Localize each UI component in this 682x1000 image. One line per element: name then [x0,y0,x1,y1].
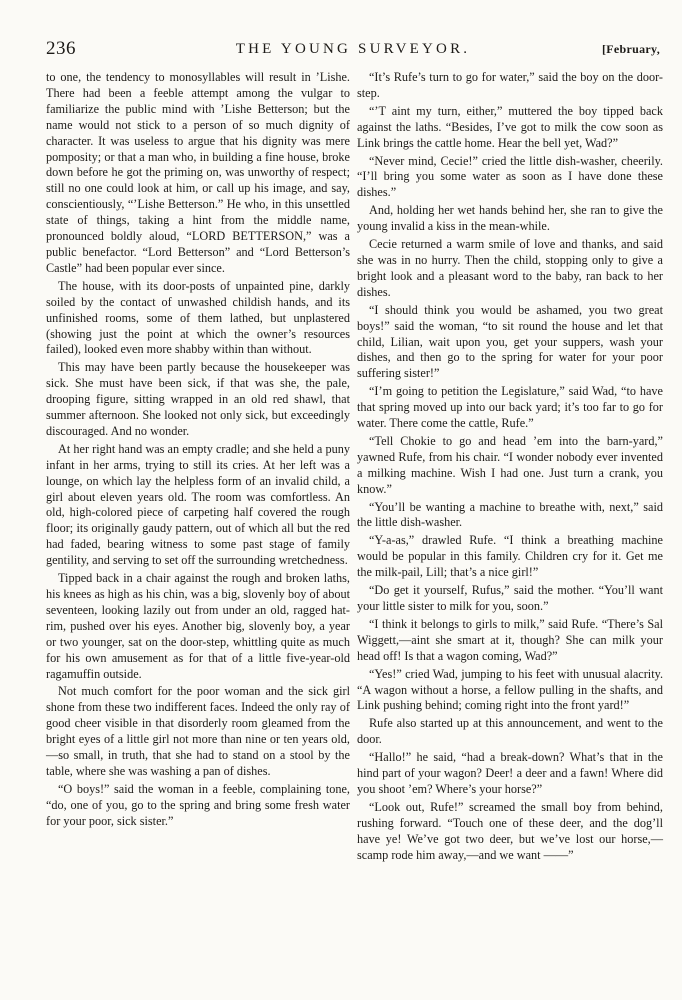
paragraph: The house, with its door-posts of unpainted pine, darkly soiled by the contact of unwashed childish hands, and its unfinished rooms, some of them lathed, but unplastered (showing just the point at which the owner’s resources failed), looked even more shabby within than without. [46,278,350,357]
running-title: THE YOUNG SURVEYOR. [235,41,471,57]
page-number: 236 [46,38,76,59]
paragraph: “You’ll be wanting a machine to breathe with, next,” said the little dish-washer. [357,499,663,530]
paragraph: “Hallo!” he said, “had a break-down? What’s that in the hind part of your wagon? Deer! a deer and a fawn! Where did you shoot ’em? Where’s your horse?” [357,750,663,796]
paragraph: Cecie returned a warm smile of love and thanks, and said she was in no hurry. Then the child, stopping only to give a bright look and a pleasant word to the baby, ran back to her dishes. [357,237,663,299]
paragraph: “Do get it yourself, Rufus,” said the mother. “You’ll want your little sister to milk for you, soon.” [357,583,663,613]
paragraph: “It’s Rufe’s turn to go for water,” said the boy on the door-step. [357,70,663,100]
issue-month: [February, [602,42,660,56]
paragraph: “Never mind, Cecie!” cried the little dish-washer, cheerily. “I’ll bring you some water as soon as I have done these dishes.” [357,153,663,200]
paragraph: to one, the tendency to monosyllables will result in ’Lishe. There had been a feeble attempt among the vulgar to familiarize the public mind with ’Lishe Betterson; but the name would not stick to a person of so much dignity of character. It was useless to argue that his dignity was mere pomposity; or that a man who, in building a fine house, broke down before he got the priming on, was unworthy of respect; still no one could look at him, or call up his image, and say, conscientiously, “’Lishe Betterson.” He who, in this unsettled state of things, taking a hint from the middle name, pronounced boldly aloud, “LORD BETTERSON,” was a public benefactor. “Lord Betterson” and “Lord Betterson’s Castle” had been popular ever since. [46,70,350,275]
paragraph: “Y-a-as,” drawled Rufe. “I think a breathing machine would be popular in this family. Children cry for it. Get me the milk-pail, Lill; that’s a nice girl!” [357,533,663,580]
paragraph: At her right hand was an empty cradle; and she held a puny infant in her arms, trying to still its cries. At her left was a lounge, on which lay the helpless form of an invalid child, a girl about eleven years old. The room was comfortless. An old, high-colored piece of carpeting half covered the rough floor; its originally gaudy pattern, out of which all but the red had faded, bearing witness to some past stage of family gentility, and serving to set off the surrounding wretchedness. [46,441,350,568]
paragraph: Tipped back in a chair against the rough and broken laths, his knees as high as his chin, was a big, slovenly boy of about seventeen, looking lazily out from under an old, ragged hat-rim, pushed over his eyes. Another big, slovenly boy, a year or two younger, sat on the door-step, whittling quite as much for his own amusement as for that of a little five-year-old ragamuffin outside. [46,571,350,681]
paragraph: “Yes!” cried Wad, jumping to his feet with unusual alacrity. “A wagon without a horse, a fellow pulling in the shafts, and Link pushing behind; coming right into the front yard!” [357,666,663,713]
paragraph: “Look out, Rufe!” screamed the small boy from behind, rushing forward. “Touch one of these deer, and the dog’ll have ye! We’ve got two deer, but we’ve lost our horse,—scamp rode him away,—and we want ——” [357,799,663,862]
paragraph: “O boys!” said the woman in a feeble, complaining tone, “do, one of you, go to the spring and bring some fresh water for your poor, sick sister.” [46,781,350,828]
paragraph: “Tell Chokie to go and head ’em into the barn-yard,” yawned Rufe, from his chair. “I wonder nobody ever invented a milking machine. Wish I had one. Just turn a crank, you know.” [357,433,663,496]
paragraph: This may have been partly because the housekeeper was sick. She must have been sick, if that was she, the pale, drooping figure, sitting wrapped in an old red shawl, that summer afternoon. She looked not only sick, but exceedingly discouraged. And no wonder. [46,360,350,438]
paragraph: Rufe also started up at this announcement, and went to the door. [357,716,663,747]
right-column [357,70,663,864]
paragraph: “I’m going to petition the Legislature,” said Wad, “to have that spring moved up into our back yard; it’s too far to go for water. There come the cattle, Rufe.” [357,384,663,431]
paragraph: “I should think you would be ashamed, you two great boys!” said the woman, “to sit round the house and let that child, Lilian, wait upon you, get your suppers, wash your dishes, and then go to the spring for water for your poor suffering sister!” [357,302,663,381]
paragraph: And, holding her wet hands behind her, she ran to give the young invalid a kiss in the mean-while. [357,203,663,234]
paragraph: “I think it belongs to girls to milk,” said Rufe. “There’s Sal Wiggett,—aint she smart at it, though? She can milk your head off! Is that a wagon coming, Wad?” [357,616,663,663]
left-column [46,70,350,830]
paragraph: Not much comfort for the poor woman and the sick girl shone from these two indifferent faces. Indeed the only ray of good cheer visible in that disorderly room gleamed from the bright eyes of a little girl not more than nine or ten years old,—so small, in truth, that she had to stand on a stool by the table, where she was washing a pan of dishes. [46,684,350,778]
paragraph: “’T aint my turn, either,” muttered the boy tipped back against the laths. “Besides, I’ve got to milk the cow soon as Link brings the cattle home. Hear the bell yet, Wad?” [357,103,663,150]
page-header [46,38,660,64]
